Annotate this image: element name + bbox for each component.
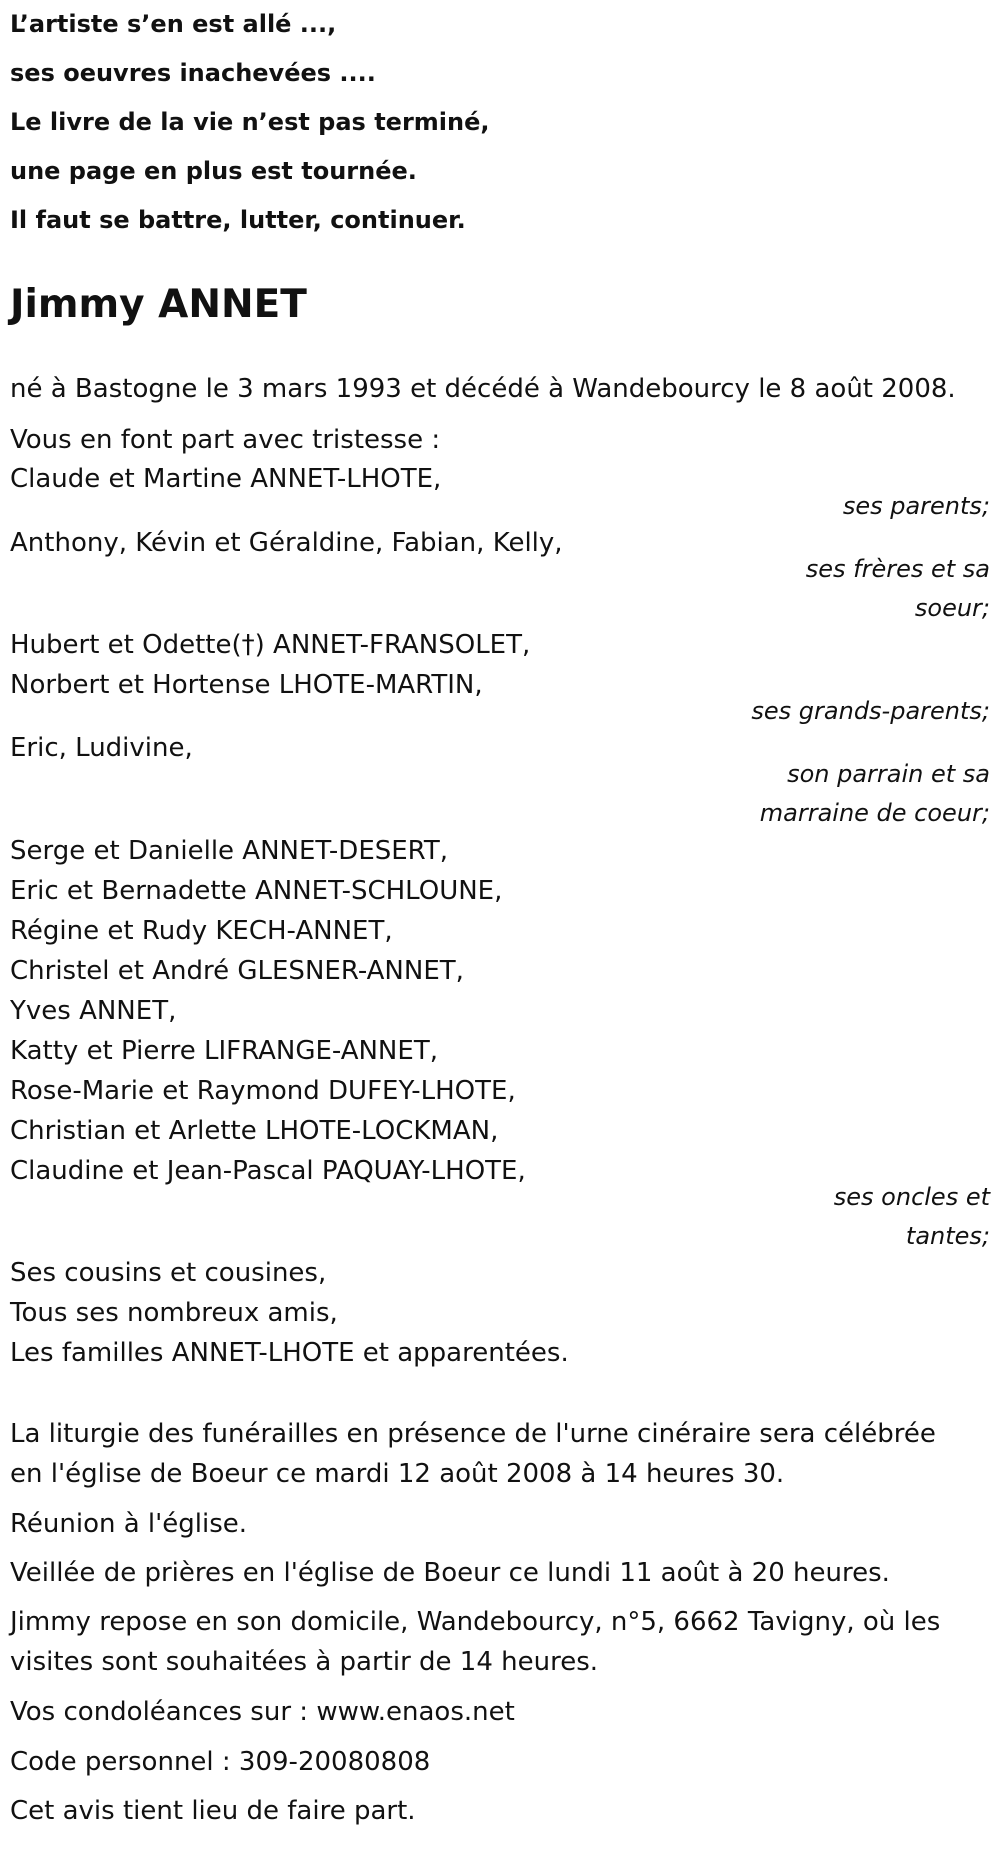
- godparents-label-line-1: son parrain et sa: [787, 760, 990, 788]
- grandparents-label: ses grands-parents;: [751, 697, 990, 725]
- other-family-line: Tous ses nombreux amis,: [10, 1298, 338, 1328]
- funeral-liturgy-line-2: en l'église de Boeur ce mardi 12 août 2008 à 14 heures 30.: [10, 1459, 785, 1489]
- uncle-aunt-line: Serge et Danielle ANNET-DESERT,: [10, 836, 449, 866]
- uncle-aunt-line: Régine et Rudy KECH-ANNET,: [10, 916, 393, 946]
- siblings-label-line-2: soeur;: [914, 594, 990, 622]
- footer-note: Cet avis tient lieu de faire part.: [10, 1796, 416, 1826]
- condolences-label: Vos condoléances sur :: [10, 1697, 309, 1727]
- intro-line: Vous en font part avec tristesse :: [10, 425, 441, 455]
- rest-line-1: Jimmy repose en son domicile, Wandebourcy, n°5, 6662 Tavigny, où les: [10, 1607, 941, 1637]
- poem-line-3: Le livre de la vie n’est pas terminé,: [10, 108, 490, 136]
- poem-line-1: L’artiste s’en est allé ...,: [10, 10, 337, 38]
- condolences-link[interactable]: www.enaos.net: [316, 1697, 515, 1727]
- deceased-name: Jimmy ANNET: [10, 282, 307, 327]
- personal-code: Code personnel : 309-20080808: [10, 1747, 431, 1777]
- siblings-label-line-1: ses frères et sa: [805, 555, 990, 583]
- uncle-aunt-line: Claudine et Jean-Pascal PAQUAY-LHOTE,: [10, 1156, 526, 1186]
- condolences-line: [10, 1697, 515, 1727]
- parents-label: ses parents;: [842, 492, 990, 520]
- uncles-aunts-label-line-2: tantes;: [905, 1222, 990, 1250]
- uncle-aunt-line: Eric et Bernadette ANNET-SCHLOUNE,: [10, 876, 503, 906]
- siblings-names: Anthony, Kévin et Géraldine, Fabian, Kelly,: [10, 528, 563, 558]
- parents-names: Claude et Martine ANNET-LHOTE,: [10, 464, 442, 494]
- uncle-aunt-line: Rose-Marie et Raymond DUFEY-LHOTE,: [10, 1076, 516, 1106]
- uncle-aunt-line: Yves ANNET,: [10, 996, 177, 1026]
- other-family-line: Les familles ANNET-LHOTE et apparentées.: [10, 1338, 569, 1368]
- vigil-line: Veillée de prières en l'église de Boeur ce lundi 11 août à 20 heures.: [10, 1558, 890, 1588]
- other-family-line: Ses cousins et cousines,: [10, 1258, 327, 1288]
- uncle-aunt-line: Christian et Arlette LHOTE-LOCKMAN,: [10, 1116, 499, 1146]
- godparents-names: Eric, Ludivine,: [10, 733, 193, 763]
- birth-death-line: né à Bastogne le 3 mars 1993 et décédé à Wandebourcy le 8 août 2008.: [10, 374, 956, 404]
- poem-line-5: Il faut se battre, lutter, continuer.: [10, 206, 466, 234]
- grandparents-line-1: Hubert et Odette(†) ANNET-FRANSOLET,: [10, 630, 531, 660]
- funeral-liturgy-line-1: La liturgie des funérailles en présence de l'urne cinéraire sera célébrée: [10, 1419, 936, 1449]
- meeting-line: Réunion à l'église.: [10, 1509, 248, 1539]
- uncles-aunts-label-line-1: ses oncles et: [833, 1183, 990, 1211]
- uncle-aunt-line: Katty et Pierre LIFRANGE-ANNET,: [10, 1036, 438, 1066]
- godparents-label-line-2: marraine de coeur;: [759, 799, 990, 827]
- grandparents-line-2: Norbert et Hortense LHOTE-MARTIN,: [10, 670, 483, 700]
- uncle-aunt-line: Christel et André GLESNER-ANNET,: [10, 956, 464, 986]
- rest-line-2: visites sont souhaitées à partir de 14 heures.: [10, 1647, 599, 1677]
- poem-line-4: une page en plus est tournée.: [10, 157, 417, 185]
- poem-line-2: ses oeuvres inachevées ....: [10, 59, 376, 87]
